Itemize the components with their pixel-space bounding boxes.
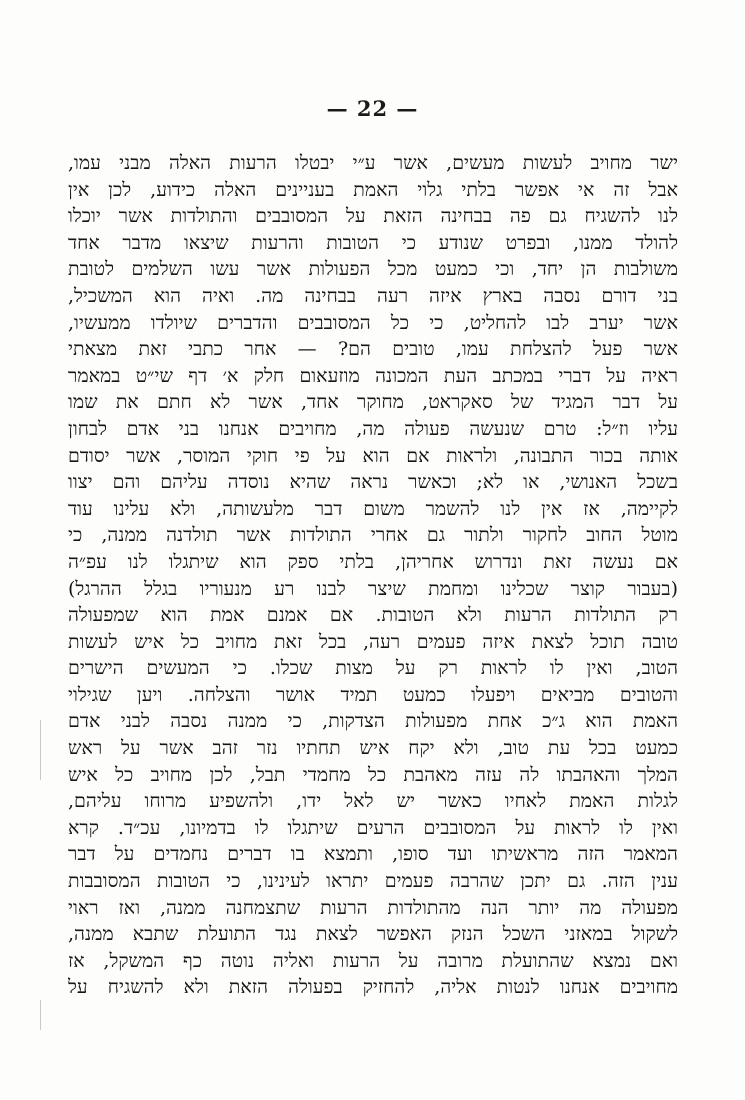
text-line: ראיה על דברי במכתב העת המכונה מוזעאום חלק א׳ דף שי״ט במאמר: [68, 364, 678, 387]
text-line: לקיימה, אז אין לנו להשמר משום דבר מלעשותה, ולא עלינו עוד: [68, 497, 678, 520]
text-line: הטוב, ואין לו לראות רק על מצות שכלו. כי המעשים הישרים: [68, 657, 678, 680]
text-line: לנו להשגיח גם פה בבחינה הזאת על המסובבים והתולדות אשר יוכלו: [68, 205, 678, 228]
text-line: ואם נמצא שהתועלת מרובה על הרעות ואליה נוטה כף המשקל, אז: [68, 949, 678, 972]
text-line: ישר מחויב לעשות מעשים, אשר ע״י יבטלו הרעות האלה מבני עמו,: [68, 152, 678, 174]
text-line: בשכל האנושי, או לא; וכאשר נראה שהיא נוסדה עליהם והם יצוו: [68, 471, 678, 494]
text-line: (בעבור קוצר שכלינו ומחמת שיצר לבנו רע מנעוריו בגלל ההרגל): [68, 577, 678, 600]
text-line: האמת הוא ג״כ אחת מפעולות הצדקות, כי ממנה נסבה לבני אדם: [68, 710, 678, 733]
page-number: — 22 —: [326, 96, 419, 121]
margin-rule: [40, 720, 41, 780]
text-line: בני דורם נסבה בארץ איזה רעה בבחינה מה. ואיה הוא המשכיל,: [68, 284, 678, 307]
text-line: ענין הזה. גם יתכן שהרבה פעמים יתראו לעינינו, כי הטובות המסובבות: [68, 870, 678, 893]
text-line: עליו וז״ל: טרם שנעשה פעולה מה, מחויבים אנחנו בני אדם לבחון: [68, 417, 678, 440]
text-line: אשר פעל להצלחת עמו, טובים הם? — אחר כתבי זאת מצאתי: [68, 338, 678, 361]
text-line: ואין לו לראות על המסובבים הרעים שיתגלו לו בדמיונו, עכ״ד. קרא: [68, 816, 678, 839]
text-line: מפעולה מה יותר הנה מהתולדות הרעות שתצמחנה ממנה, ואז ראוי: [68, 896, 678, 919]
text-line: רק התולדות הרעות ולא הטובות. אם אמנם אמת הוא שמפעולה: [68, 604, 678, 627]
text-line: כמעט בכל עת טוב, ולא יקח איש תחתיו נזר זהב אשר על ראש: [68, 737, 678, 760]
text-line: והטובים מביאים ויפעלו כמעט תמיד אושר והצלחה. ויען שגילוי: [68, 683, 678, 706]
text-line: משולבות הן יחד, וכי כמעט מכל הפעולות אשר עשו השלמים לטובת: [68, 258, 678, 281]
text-line: המלך והאהבתו לה עזה מאהבת כל מחמדי תבל, לכן מחויב כל איש: [68, 763, 678, 786]
text-line: אם נעשה זאת ונדרוש אחריהן, בלתי ספק הוא שיתגלו לנו עפ״ה: [68, 550, 678, 573]
text-line: אותה בכור התבונה, ולראות אם הוא על פי חוקי המוסר, אשר יסודם: [68, 444, 678, 467]
text-line: טובה תוכל לצאת איזה פעמים רעה, בכל זאת מחויב כל איש לעשות: [68, 630, 678, 653]
text-line: אשר יערב לבו להחליט, כי כל המסובבים והדברים שיולדו ממעשיו,: [68, 311, 678, 334]
text-line: אבל זה אי אפשר בלתי גלוי האמת בעניינים האלה כידוע, לכן אין: [68, 178, 678, 201]
text-line: על דבר המגיד של סאקראט, מחוקר אחד, אשר לא חתם את שמו: [68, 391, 678, 414]
body-text: [68, 150, 678, 1001]
text-line: לגלות האמת לאחיו כאשר יש לאל ידו, ולהשפיע מרוחו עליהם,: [68, 790, 678, 813]
text-line: מוטל החוב לחקור ולתור גם אחרי התולדות אשר תולדנה ממנה, כי: [68, 524, 678, 547]
text-line: מחויבים אנחנו לנטות אליה, להחזיק בפעולה הזאת ולא להשגיח על: [68, 976, 678, 999]
text-line: המאמר הזה מראשיתו ועד סופו, ותמצא בו דברים נחמדים על דבר: [68, 843, 678, 866]
margin-rule: [40, 1000, 41, 1030]
text-line: להולד ממנו, ובפרט שנודע כי הטובות והרעות שיצאו מדבר אחד: [68, 231, 678, 254]
text-line: לשקול במאזני השכל הנזק האפשר לצאת נגד התועלת שתבא ממנה,: [68, 923, 678, 946]
